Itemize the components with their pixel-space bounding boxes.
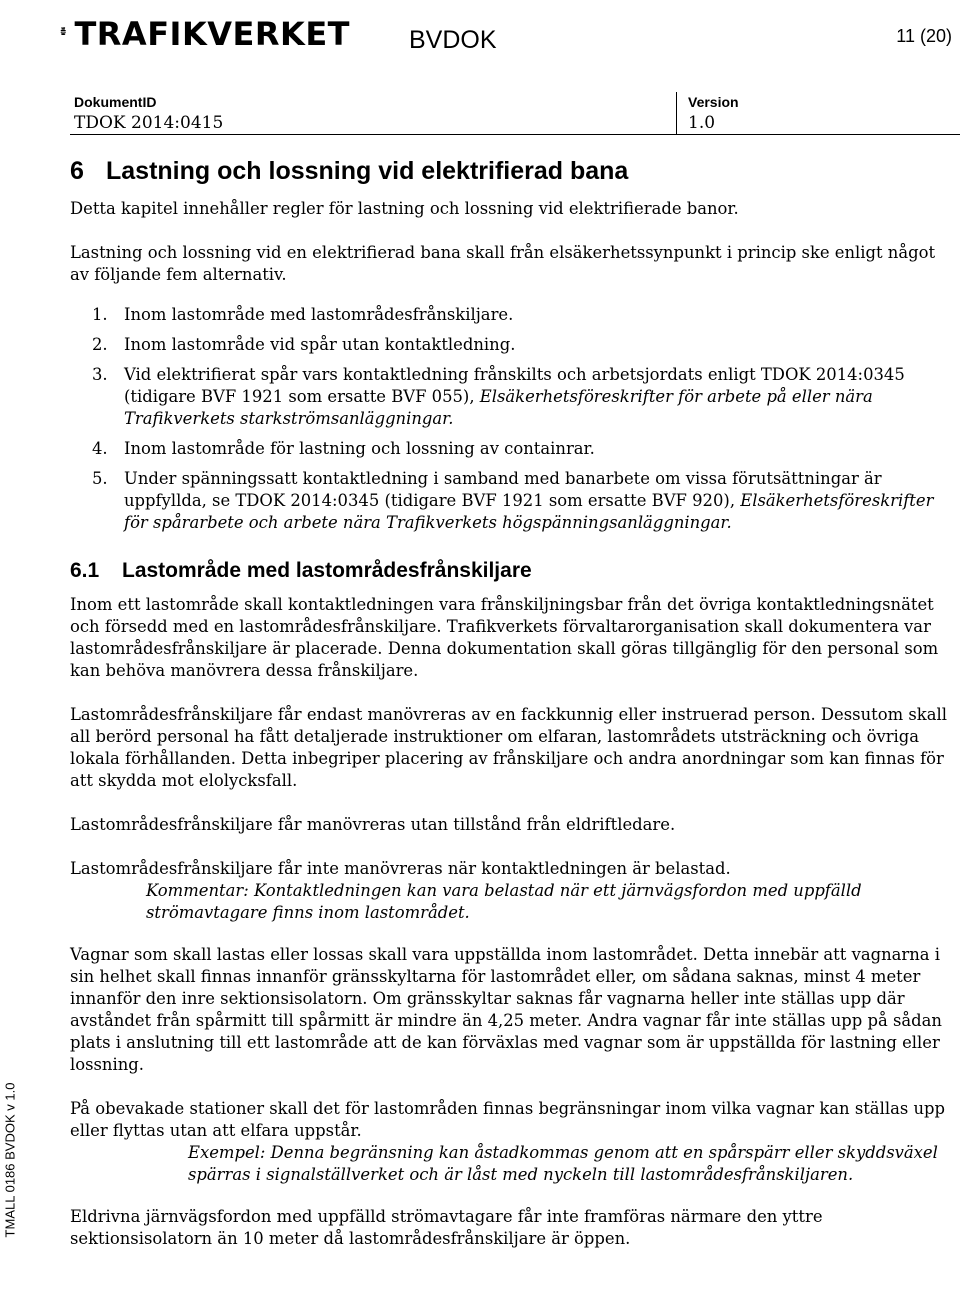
section-title: Lastning och lossning vid elektrifierad bana: [106, 157, 629, 185]
section-title: Lastområde med lastområdesfrånskiljare: [122, 559, 532, 582]
document-body: [70, 150, 950, 1250]
section-6-1-heading: [70, 558, 950, 584]
paragraph: Lastområdesfrånskiljare får endast manövreras av en fackkunnig eller instruerad person. Dessutom skall all berörd personal ha fått detaljerade instruktioner om elfaran, lastområdets utsträckning och övriga lokala förhållanden. Detta inbegriper placering av frånskiljare och andra anordningar som kan finnas för att skydda mot elolycksfall.: [70, 705, 947, 790]
paragraph: Eldrivna järnvägsfordon med uppfälld strömavtagare får inte framföras närmare den yttre sektionsisolatorn än 10 meter då lastområdesfrånskiljare är öppen.: [70, 1207, 823, 1248]
example-note: Exempel: Denna begränsning kan åstadkommas genom att en spårspärr eller skyddsväxel spärras i signalställverket och är låst med nyckeln till lastområdesfrånskiljaren.: [188, 1143, 938, 1184]
version-value: 1.0: [688, 113, 716, 133]
list-number: 1.: [92, 305, 108, 324]
doc-id-label: DokumentID: [74, 94, 157, 110]
paragraph: På obevakade stationer skall det för lastområden finnas begränsningar inom vilka vagnar kan ställas upp eller flyttas utan att elfara uppstår.: [70, 1099, 946, 1140]
trafikverket-logo: [60, 2, 350, 60]
list-number: 4.: [92, 439, 108, 458]
list-text: Vid elektrifierat spår vars kontaktledning frånskilts och arbetsjordats enligt TDOK 2014:0345 (tidigare BVF 1921 som ersatte BVF 055),: [124, 365, 905, 406]
alternatives-list: [70, 304, 950, 534]
list-item: [70, 468, 950, 534]
list-item: [70, 364, 950, 430]
logo-wordmark: TRAFIKVERKET: [74, 15, 350, 53]
version-label: Version: [688, 94, 739, 110]
list-item: [70, 304, 950, 326]
doc-id-cell: [70, 92, 677, 134]
document-type: BVDOK: [409, 26, 497, 54]
template-id: TMALL 0186 BVDOK v 1.0: [2, 1082, 18, 1238]
page-number: 11 (20): [896, 26, 952, 46]
section-6-heading: [70, 156, 950, 186]
crown-emblem-icon: [60, 3, 66, 59]
section-number: 6: [70, 157, 84, 185]
comment-note: Kommentar: Kontaktledningen kan vara belastad när ett järnvägsfordon med uppfälld strömavtagare finns inom lastområdet.: [146, 881, 862, 922]
version-cell: [684, 92, 739, 134]
list-text: Inom lastområde med lastområdesfrånskiljare.: [124, 305, 514, 324]
template-sidebar: [2, 1070, 18, 1250]
list-text: Inom lastområde för lastning och lossning av containrar.: [124, 439, 595, 458]
list-number: 3.: [92, 365, 108, 384]
intro-paragraph: Detta kapitel innehåller regler för lastning och lossning vid elektrifierade banor.: [70, 199, 739, 218]
document-meta-table: [70, 92, 960, 135]
list-item: [70, 334, 950, 356]
paragraph: Lastområdesfrånskiljare får manövreras utan tillstånd från eldriftledare.: [70, 815, 676, 834]
list-number: 2.: [92, 335, 108, 354]
paragraph: Lastning och lossning vid en elektrifierad bana skall från elsäkerhetssynpunkt i princip ske enligt något av följande fem alternativ.: [70, 243, 936, 284]
paragraph: Inom ett lastområde skall kontaktledningen vara frånskiljningsbar från det övriga kontaktledningsnätet och försedd med en lastområdesfrånskiljare. Trafikverkets förvaltarorganisation skall dokumentera var lastområdesfrånskiljare är placerade. Denna dokumentation skall göras tillgänglig för den personal som kan behöva manövrera dessa frånskiljare.: [70, 595, 939, 680]
list-text-italic: Elsäkerhetsföreskrifter för arbete på eller nära Trafikverkets starkströmsanläggningar.: [124, 387, 873, 428]
list-item: [70, 438, 950, 460]
list-number: 5.: [92, 469, 108, 488]
section-number: 6.1: [70, 559, 100, 582]
doc-id-value: TDOK 2014:0415: [74, 113, 224, 133]
list-text: Inom lastområde vid spår utan kontaktledning.: [124, 335, 516, 354]
list-text: Under spänningssatt kontaktledning i samband med banarbete om vissa förutsättningar är uppfyllda, se TDOK 2014:0345 (tidigare BVF 1921 som ersatte BVF 920),: [124, 469, 882, 510]
paragraph: Lastområdesfrånskiljare får inte manövreras när kontaktledningen är belastad.: [70, 859, 731, 878]
list-text-italic: Elsäkerhetsföreskrifter för spårarbete och arbete nära Trafikverkets högspänningsanläggningar.: [124, 491, 934, 532]
paragraph: Vagnar som skall lastas eller lossas skall vara uppställda inom lastområdet. Detta innebär att vagnarna i sin helhet skall finnas innanför gränsskyltarna för lastområdet eller, om sådana saknas, minst 4 meter innanför den inre sektionsisolatorn. Om gränsskyltar saknas får vagnarna heller inte ställas upp där avståndet från spårmitt till spårmitt är mindre än 4,25 meter. Andra vagnar får inte ställas upp på sådan plats i anslutning till ett lastområde att de kan förväxlas med vagnar som är uppställda för lastning eller lossning.: [70, 945, 942, 1074]
